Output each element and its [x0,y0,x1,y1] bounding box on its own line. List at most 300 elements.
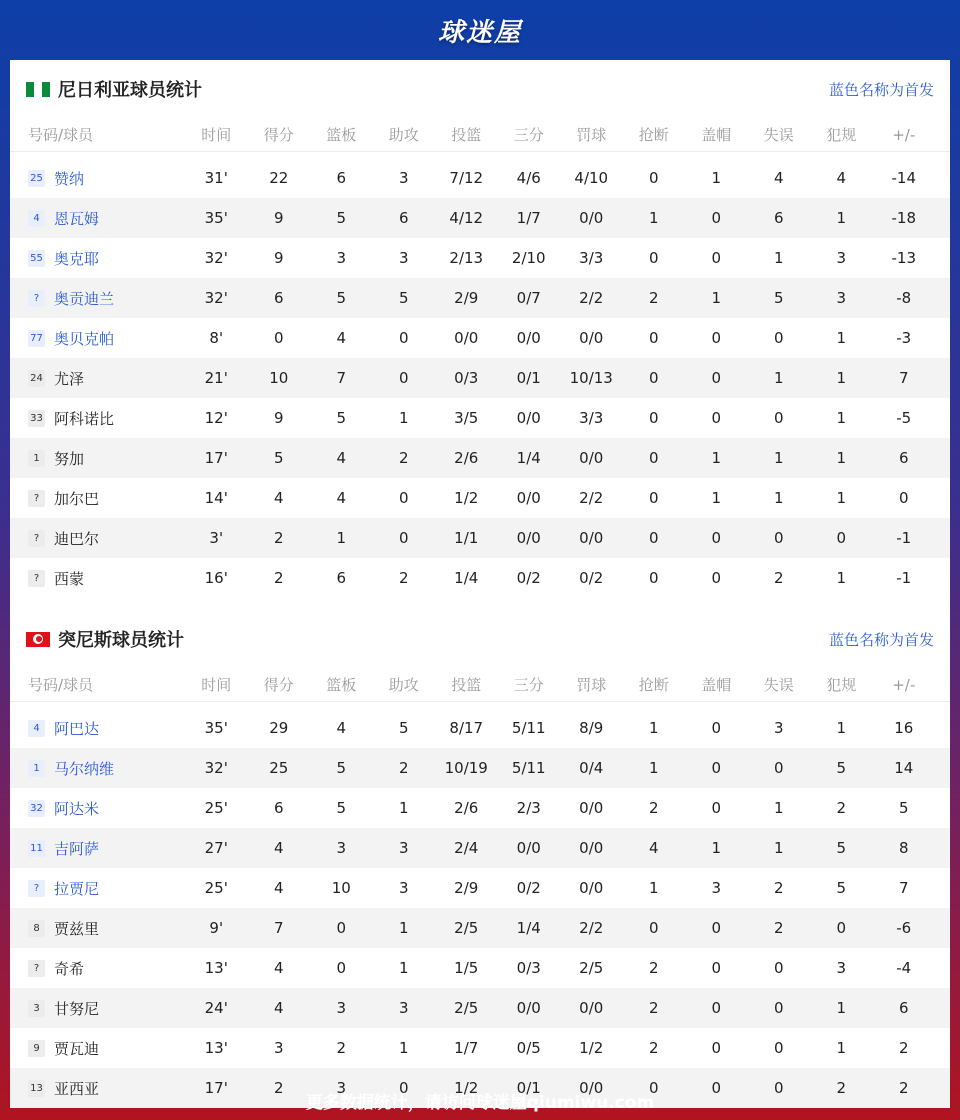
stat-cell: 0/3 [454,369,479,387]
stat-cell: 3 [336,999,347,1017]
column-header: 失误 [763,126,794,144]
stat-cell: 5 [773,289,784,307]
player-name: 甘努尼 [54,999,100,1018]
column-header: 罚球 [576,676,607,694]
stat-cell: 0/0 [516,329,541,347]
stat-cell: 3 [836,249,847,267]
stat-cell: 2 [648,959,659,977]
stat-cell: 2 [273,569,284,587]
stat-cell: 2 [773,569,784,587]
stat-cell: 0 [773,529,784,547]
stat-cell: 4 [648,839,659,857]
stat-cell: 9 [273,209,284,227]
stat-cell: 2 [398,569,409,587]
column-header: 犯规 [826,126,857,144]
stat-cell: 0 [398,489,409,507]
stat-cell: 0 [773,959,784,977]
stat-cell: 0 [398,329,409,347]
stat-cell: 1 [648,759,659,777]
stat-cell: 5/11 [511,759,546,777]
stat-cell: 0 [773,1039,784,1057]
column-header: 得分 [263,126,294,144]
stat-cell: -4 [896,959,912,977]
stat-cell: 2/13 [449,249,484,267]
stat-cell: 1 [711,839,722,857]
stat-cell: 0 [711,529,722,547]
stat-cell: 17' [204,449,228,467]
stat-cell: 8/17 [449,719,484,737]
stat-cell: 2/5 [454,999,479,1017]
footer-text: 更多数据统计，请访问球迷屋qiumiwu.com [305,1092,655,1113]
column-header: 盖帽 [701,126,732,144]
section-title: 突尼斯球员统计 [58,630,184,651]
stat-cell: 0/0 [579,329,604,347]
stat-cell: 0 [711,369,722,387]
jersey-number-badge: 77 [28,330,45,347]
stat-cell: 0 [336,919,347,937]
stat-cell: 1 [836,369,847,387]
jersey-number-badge: ? [28,490,45,507]
player-name: 迪巴尔 [54,529,100,548]
stat-cell: 7 [898,879,909,897]
stat-cell: 2/9 [454,289,479,307]
stat-cell: 5 [398,719,409,737]
stat-cell: 0 [711,999,722,1017]
stat-cell: 1 [836,719,847,737]
stat-cell: 32' [204,289,228,307]
stat-cell: 0 [711,919,722,937]
column-header: 投篮 [451,126,482,144]
column-header: 助攻 [388,676,419,694]
stat-cell: 7 [898,369,909,387]
stat-cell: 1/4 [516,449,541,467]
stat-cell: 4 [273,489,284,507]
stat-cell: 5 [836,879,847,897]
stat-cell: 10/19 [444,759,488,777]
stat-cell: 3 [836,959,847,977]
column-header: 三分 [513,126,544,144]
stat-cell: 0 [711,959,722,977]
stat-cell: 3 [773,719,784,737]
stat-cell: 8 [898,839,909,857]
stat-cell: 1/1 [454,529,479,547]
stat-cell: 27' [204,839,228,857]
stat-cell: 2 [773,879,784,897]
stat-cell: 1/4 [516,919,541,937]
stat-cell: 0 [711,1079,722,1097]
stat-cell: 0 [711,1039,722,1057]
table-row [10,908,950,948]
stat-cell: 6 [336,169,347,187]
player-cell [10,208,185,229]
stat-cell: 0 [711,759,722,777]
player-cell [10,798,185,819]
stat-cell: 2/3 [516,799,541,817]
stat-cell: 0 [836,529,847,547]
player-cell [10,838,185,859]
stat-cell: 6 [336,569,347,587]
stat-cell: 2 [836,799,847,817]
stat-cell: 24' [204,999,228,1017]
stat-cell: 1 [398,409,409,427]
stat-cell: 32' [204,759,228,777]
jersey-number-badge: 11 [28,840,45,857]
stat-cell: 0/0 [516,489,541,507]
stat-cell: 0/0 [579,799,604,817]
player-cell [10,288,185,309]
stats-card [10,60,950,1098]
stat-cell: 1 [773,839,784,857]
player-cell [10,168,185,189]
player-name: 贾瓦迪 [54,1039,100,1058]
stat-cell: 3 [273,1039,284,1057]
stat-cell: 1 [773,449,784,467]
stat-cell: 0 [398,529,409,547]
stat-cell: 10/13 [569,369,613,387]
stat-cell: 29 [269,719,289,737]
stat-cell: 9' [209,919,224,937]
stat-cell: 8/9 [579,719,604,737]
table-row [10,868,950,908]
column-header: 时间 [201,126,232,144]
table-row [10,358,950,398]
player-name: 阿科诺比 [54,409,115,428]
stat-cell: 3/3 [579,409,604,427]
stat-cell: 0 [898,489,909,507]
stat-cell: 25 [269,759,289,777]
footer-banner [0,1080,960,1120]
jersey-number-badge: ? [28,960,45,977]
stat-cell: 0/0 [516,999,541,1017]
stat-cell: 6 [898,449,909,467]
stat-cell: 25' [204,799,228,817]
jersey-number-badge: 25 [28,170,45,187]
stat-cell: 1 [398,1039,409,1057]
stat-cell: 4 [273,879,284,897]
stat-cell: 1 [711,289,722,307]
player-name: 拉贾尼 [54,879,100,898]
stat-cell: 0/0 [579,209,604,227]
player-name: 加尔巴 [54,489,100,508]
stat-cell: 6 [273,799,284,817]
stat-cell: 0/1 [516,369,541,387]
stat-cell: 0 [836,919,847,937]
stat-cell: 5 [898,799,909,817]
table-row [10,198,950,238]
stat-cell: 1 [836,449,847,467]
stat-cell: 1 [711,489,722,507]
stat-cell: 0 [711,569,722,587]
player-name: 努加 [54,449,85,468]
player-name: 奥贡迪兰 [54,289,115,308]
column-header: 犯规 [826,676,857,694]
stat-cell: 17' [204,1079,228,1097]
stat-cell: 3 [398,169,409,187]
stat-cell: 14 [894,759,914,777]
player-cell [10,328,185,349]
stat-cell: -3 [896,329,912,347]
player-cell [10,918,185,939]
player-name: 阿达米 [54,799,100,818]
player-name: 吉阿萨 [54,839,100,858]
stat-cell: 13' [204,1039,228,1057]
stat-cell: 0 [648,1079,659,1097]
stat-cell: 1 [836,489,847,507]
team-section-tunisia [10,610,950,1108]
stat-cell: 5 [836,839,847,857]
table-row [10,398,950,438]
stat-cell: 1 [398,919,409,937]
column-header: 号码/球员 [28,126,94,144]
stat-cell: 0 [648,569,659,587]
stat-cell: 2 [273,1079,284,1097]
stat-cell: 2/6 [454,799,479,817]
stat-cell: 1 [711,169,722,187]
stat-cell: 0/0 [516,839,541,857]
player-name: 恩瓦姆 [54,209,100,228]
player-cell [10,1038,185,1059]
stat-cell: 0/2 [579,569,604,587]
stat-cell: 4/12 [449,209,484,227]
stat-cell: 2 [898,1039,909,1057]
jersey-number-badge: ? [28,570,45,587]
table-row [10,708,950,748]
player-cell [10,528,185,549]
stat-cell: 0 [648,919,659,937]
column-header: 时间 [201,676,232,694]
stat-cell: 0/0 [579,839,604,857]
stat-cell: 2 [898,1079,909,1097]
stat-cell: 1/4 [454,569,479,587]
stat-cell: 2 [273,529,284,547]
stat-cell: 5 [336,209,347,227]
stat-cell: 4 [273,999,284,1017]
stat-cell: 0 [773,409,784,427]
stat-cell: 9 [273,409,284,427]
stat-cell: 0 [398,1079,409,1097]
jersey-number-badge: 33 [28,410,45,427]
stat-cell: 0 [711,329,722,347]
column-header: 罚球 [576,126,607,144]
stat-cell: 5 [336,289,347,307]
stat-cell: 0/0 [579,999,604,1017]
stat-cell: 6 [773,209,784,227]
stat-cell: 14' [204,489,228,507]
player-cell [10,958,185,979]
stat-cell: 0 [648,529,659,547]
stat-cell: 2/4 [454,839,479,857]
stat-cell: 2 [648,1039,659,1057]
stat-cell: 0 [648,169,659,187]
stat-cell: 12' [204,409,228,427]
player-name: 贾兹里 [54,919,100,938]
stat-cell: 5 [836,759,847,777]
stat-cell: 2 [398,759,409,777]
jersey-number-badge: 55 [28,250,45,267]
stat-cell: 4/6 [516,169,541,187]
player-name: 奥克耶 [54,249,100,268]
table-row [10,788,950,828]
stat-cell: 10 [269,369,289,387]
stat-cell: 2 [773,919,784,937]
stat-cell: 1/5 [454,959,479,977]
stat-cell: 0 [773,759,784,777]
stat-cell: 3 [398,879,409,897]
stat-cell: 6 [398,209,409,227]
stat-cell: 1 [648,209,659,227]
stat-cell: 16 [894,719,914,737]
stat-cell: 1/2 [579,1039,604,1057]
stat-cell: -8 [896,289,912,307]
stat-cell: 1/2 [454,489,479,507]
stat-cell: 0 [648,449,659,467]
section-header [10,60,950,118]
column-header: 失误 [763,676,794,694]
jersey-number-badge: 24 [28,370,45,387]
nigeria-flag-icon [26,82,50,97]
jersey-number-badge: 3 [28,1000,45,1017]
table-row [10,948,950,988]
stat-cell: 0/1 [516,1079,541,1097]
player-cell [10,408,185,429]
stat-cell: 0/4 [579,759,604,777]
stat-cell: 35' [204,209,228,227]
site-logo: 球迷屋 [437,17,522,48]
stat-cell: 3 [336,249,347,267]
table-row [10,478,950,518]
section-header [10,610,950,668]
stat-cell: 4 [336,719,347,737]
stat-cell: 2/5 [579,959,604,977]
table-row [10,238,950,278]
stat-cell: 0 [648,369,659,387]
stat-cell: 0 [648,489,659,507]
jersey-number-badge: 13 [28,1080,45,1097]
table-row [10,828,950,868]
stat-cell: 1/7 [454,1039,479,1057]
stat-cell: 1/7 [516,209,541,227]
player-name: 奇希 [54,959,85,978]
column-header: 助攻 [388,126,419,144]
stat-cell: 2 [336,1039,347,1057]
stat-cell: 1 [773,369,784,387]
stat-cell: -1 [896,529,912,547]
stat-cell: 3 [836,289,847,307]
stat-cell: 1 [711,449,722,467]
jersey-number-badge: ? [28,290,45,307]
team-section-nigeria [10,60,950,598]
stat-cell: 0/7 [516,289,541,307]
stat-cell: 0 [336,959,347,977]
stat-cell: 2 [648,799,659,817]
jersey-number-badge: 1 [28,760,45,777]
stat-cell: 3' [209,529,224,547]
stat-cell: 2/6 [454,449,479,467]
stat-cell: 5 [336,799,347,817]
stat-cell: 0 [648,409,659,427]
stat-cell: 1 [836,569,847,587]
stat-cell: 5 [336,409,347,427]
stat-cell: 0 [773,999,784,1017]
stat-cell: 0/0 [579,529,604,547]
stat-cell: 0/0 [579,1079,604,1097]
jersey-number-badge: ? [28,530,45,547]
stat-cell: 1 [648,719,659,737]
column-header: 号码/球员 [28,676,94,694]
stat-cell: 1 [836,999,847,1017]
stat-cell: -1 [896,569,912,587]
jersey-number-badge: 1 [28,450,45,467]
player-cell [10,718,185,739]
player-name: 尤泽 [54,369,85,388]
stat-cell: 2/9 [454,879,479,897]
column-header: +/- [892,675,916,694]
stat-cell: 0 [711,409,722,427]
stat-cell: 31' [204,169,228,187]
player-stats-table [10,668,950,1108]
stat-cell: -6 [896,919,912,937]
stat-cell: -14 [891,169,916,187]
stat-cell: 1 [648,879,659,897]
table-row [10,558,950,598]
player-cell [10,998,185,1019]
stat-cell: 0 [773,329,784,347]
stat-cell: 0 [711,799,722,817]
stat-cell: 0/0 [516,529,541,547]
stat-cell: -13 [891,249,916,267]
stat-cell: 0 [773,1079,784,1097]
stat-cell: 0 [398,369,409,387]
column-header: 抢断 [638,126,669,144]
column-header: 三分 [513,676,544,694]
starter-legend-note: 蓝色名称为首发 [828,630,934,649]
stat-cell: 2/2 [579,489,604,507]
stat-cell: 16' [204,569,228,587]
stat-cell: 5 [273,449,284,467]
stat-cell: 1 [836,409,847,427]
table-row [10,278,950,318]
jersey-number-badge: 32 [28,800,45,817]
stat-cell: 4 [273,839,284,857]
stat-cell: 0 [648,249,659,267]
stat-cell: 4 [273,959,284,977]
jersey-number-badge: 4 [28,720,45,737]
stat-cell: -18 [891,209,916,227]
stat-cell: 4 [773,169,784,187]
column-header: 得分 [263,676,294,694]
stat-cell: 0/2 [516,879,541,897]
starter-legend-note: 蓝色名称为首发 [828,80,934,99]
jersey-number-badge: ? [28,880,45,897]
stat-cell: 32' [204,249,228,267]
stat-cell: 0/3 [516,959,541,977]
column-header: 篮板 [326,676,357,694]
table-header-row [10,118,950,152]
stat-cell: 5/11 [511,719,546,737]
stat-cell: 5 [336,759,347,777]
stat-cell: 4/10 [574,169,609,187]
stat-cell: 10 [331,879,351,897]
player-cell [10,488,185,509]
stat-cell: 3/5 [454,409,479,427]
column-header: 投篮 [451,676,482,694]
stat-cell: 1 [773,249,784,267]
stat-cell: 1 [773,489,784,507]
tunisia-flag-icon [26,632,50,647]
player-cell [10,878,185,899]
stat-cell: 4 [336,449,347,467]
stat-cell: 0/0 [579,879,604,897]
